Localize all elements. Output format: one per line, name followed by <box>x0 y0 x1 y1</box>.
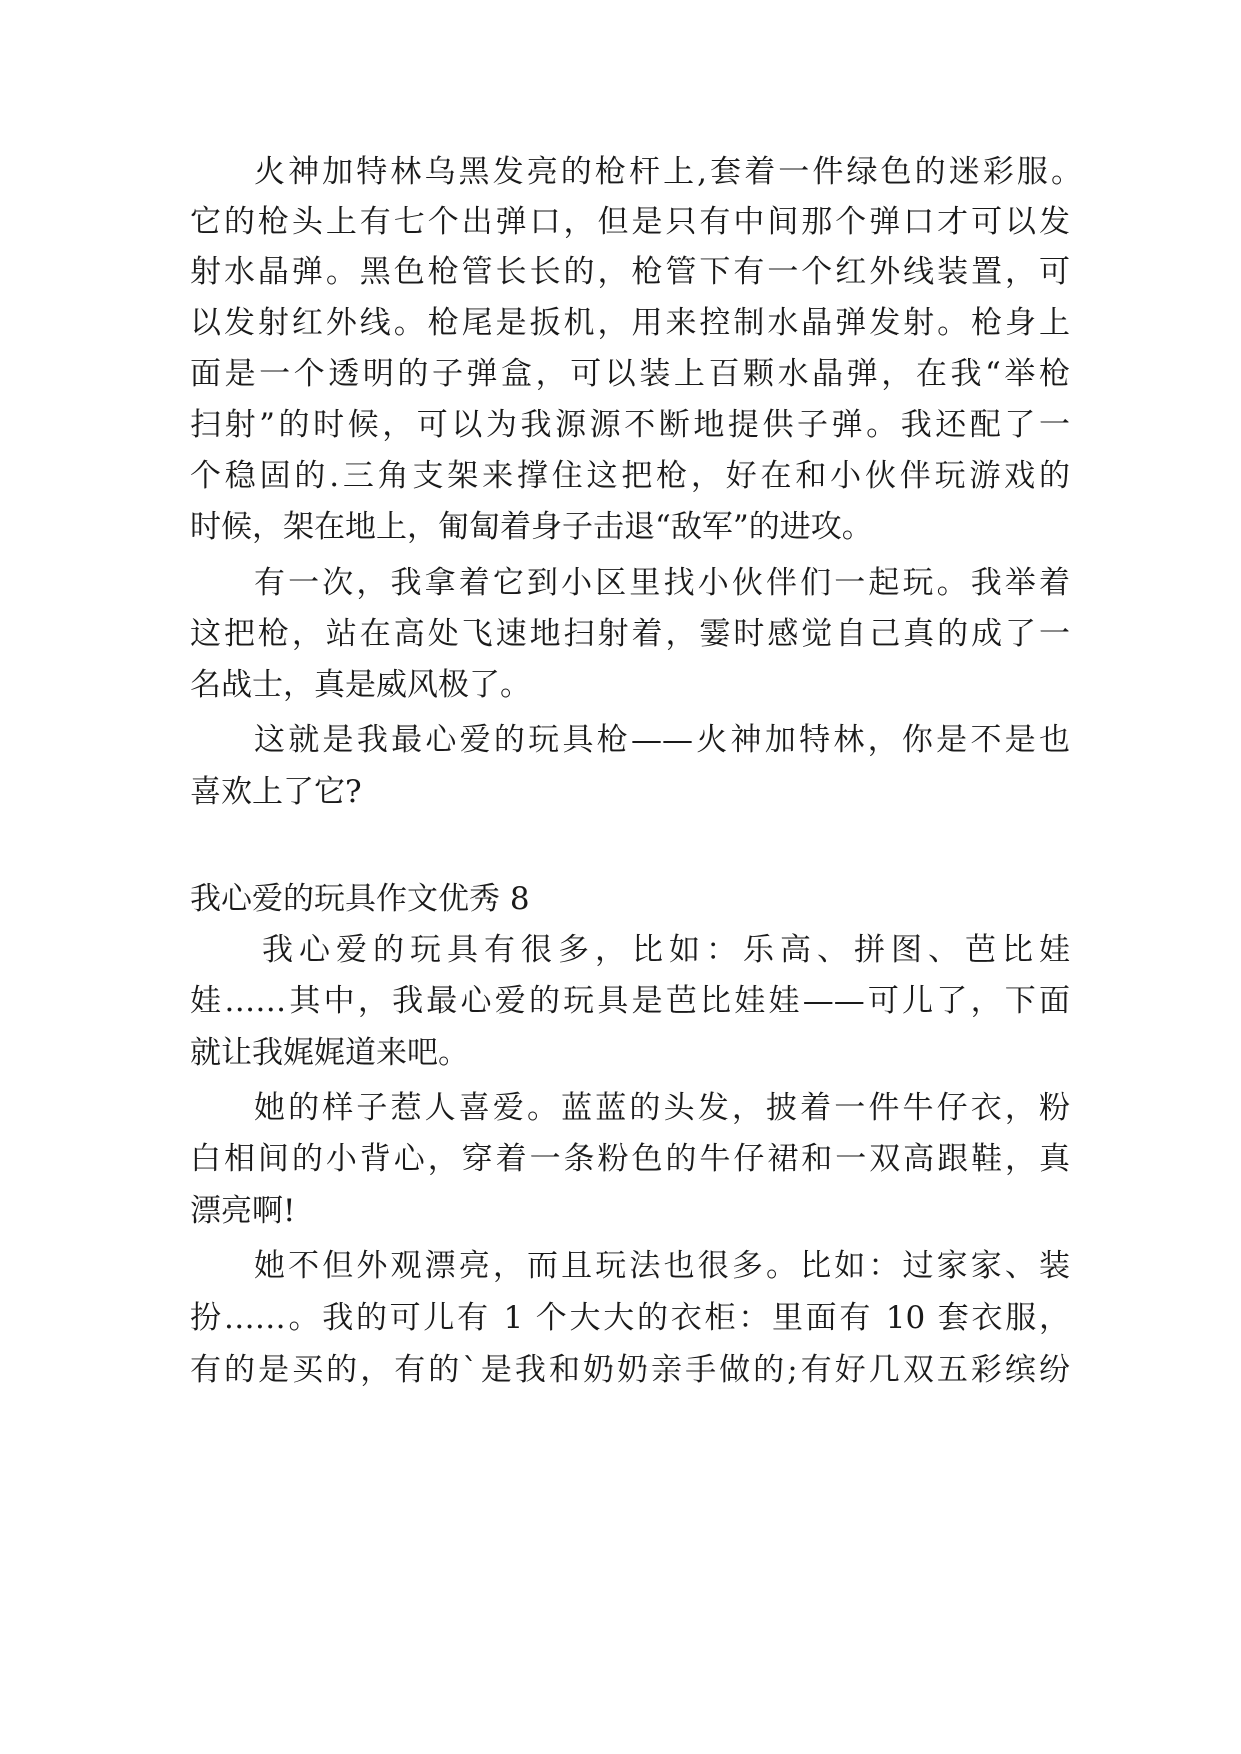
paragraph-line: 面是一个透明的子弹盒，可以装上百颗水晶弹，在我“举枪 <box>190 356 1070 392</box>
paragraph-line: 扮……。我的可儿有 1 个大大的衣柜：里面有 10 套衣服， <box>190 1300 1070 1336</box>
paragraph-line: 她不但外观漂亮，而且玩法也很多。比如：过家家、装 <box>254 1248 1070 1284</box>
paragraph-line: 射水晶弹。黑色枪管长长的，枪管下有一个红外线装置，可 <box>190 254 1070 290</box>
paragraph-line: 我心爱的玩具有很多，比如：乐高、拼图、芭比娃 <box>262 932 1070 968</box>
paragraph-line: 火神加特林乌黑发亮的枪杆上,套着一件绿色的迷彩服。 <box>254 154 1082 190</box>
section-title: 我心爱的玩具作文优秀 8 <box>190 881 530 917</box>
paragraph-line: 扫射”的时候，可以为我源源不断地提供子弹。我还配了一 <box>190 407 1070 443</box>
paragraph-line: 有一次，我拿着它到小区里找小伙伴们一起玩。我举着 <box>254 565 1070 601</box>
paragraph-line: 就让我娓娓道来吧。 <box>190 1035 469 1071</box>
paragraph-line: 她的样子惹人喜爱。蓝蓝的头发，披着一件牛仔衣，粉 <box>254 1090 1070 1126</box>
paragraph-line: 有的是买的，有的`是我和奶奶亲手做的;有好几双五彩缤纷 <box>190 1352 1070 1388</box>
paragraph-line: 名战士，真是威风极了。 <box>190 667 531 703</box>
paragraph-line: 它的枪头上有七个出弹口，但是只有中间那个弹口才可以发 <box>190 204 1070 240</box>
paragraph-line: 喜欢上了它? <box>190 774 362 810</box>
paragraph-line: 这把枪，站在高处飞速地扫射着，霎时感觉自己真的成了一 <box>190 616 1070 652</box>
paragraph-line: 漂亮啊! <box>190 1193 296 1229</box>
paragraph-line: 娃……其中，我最心爱的玩具是芭比娃娃——可儿了，下面 <box>190 983 1070 1019</box>
paragraph-line: 这就是我最心爱的玩具枪——火神加特林，你是不是也 <box>254 722 1070 758</box>
paragraph-line: 时候，架在地上，匍匐着身子击退“敌军”的进攻。 <box>190 509 873 545</box>
paragraph-line: 白相间的小背心，穿着一条粉色的牛仔裙和一双高跟鞋，真 <box>190 1141 1070 1177</box>
paragraph-line: 个稳固的.三角支架来撑住这把枪，好在和小伙伴玩游戏的 <box>190 458 1070 494</box>
paragraph-line: 以发射红外线。枪尾是扳机，用来控制水晶弹发射。枪身上 <box>190 305 1070 341</box>
